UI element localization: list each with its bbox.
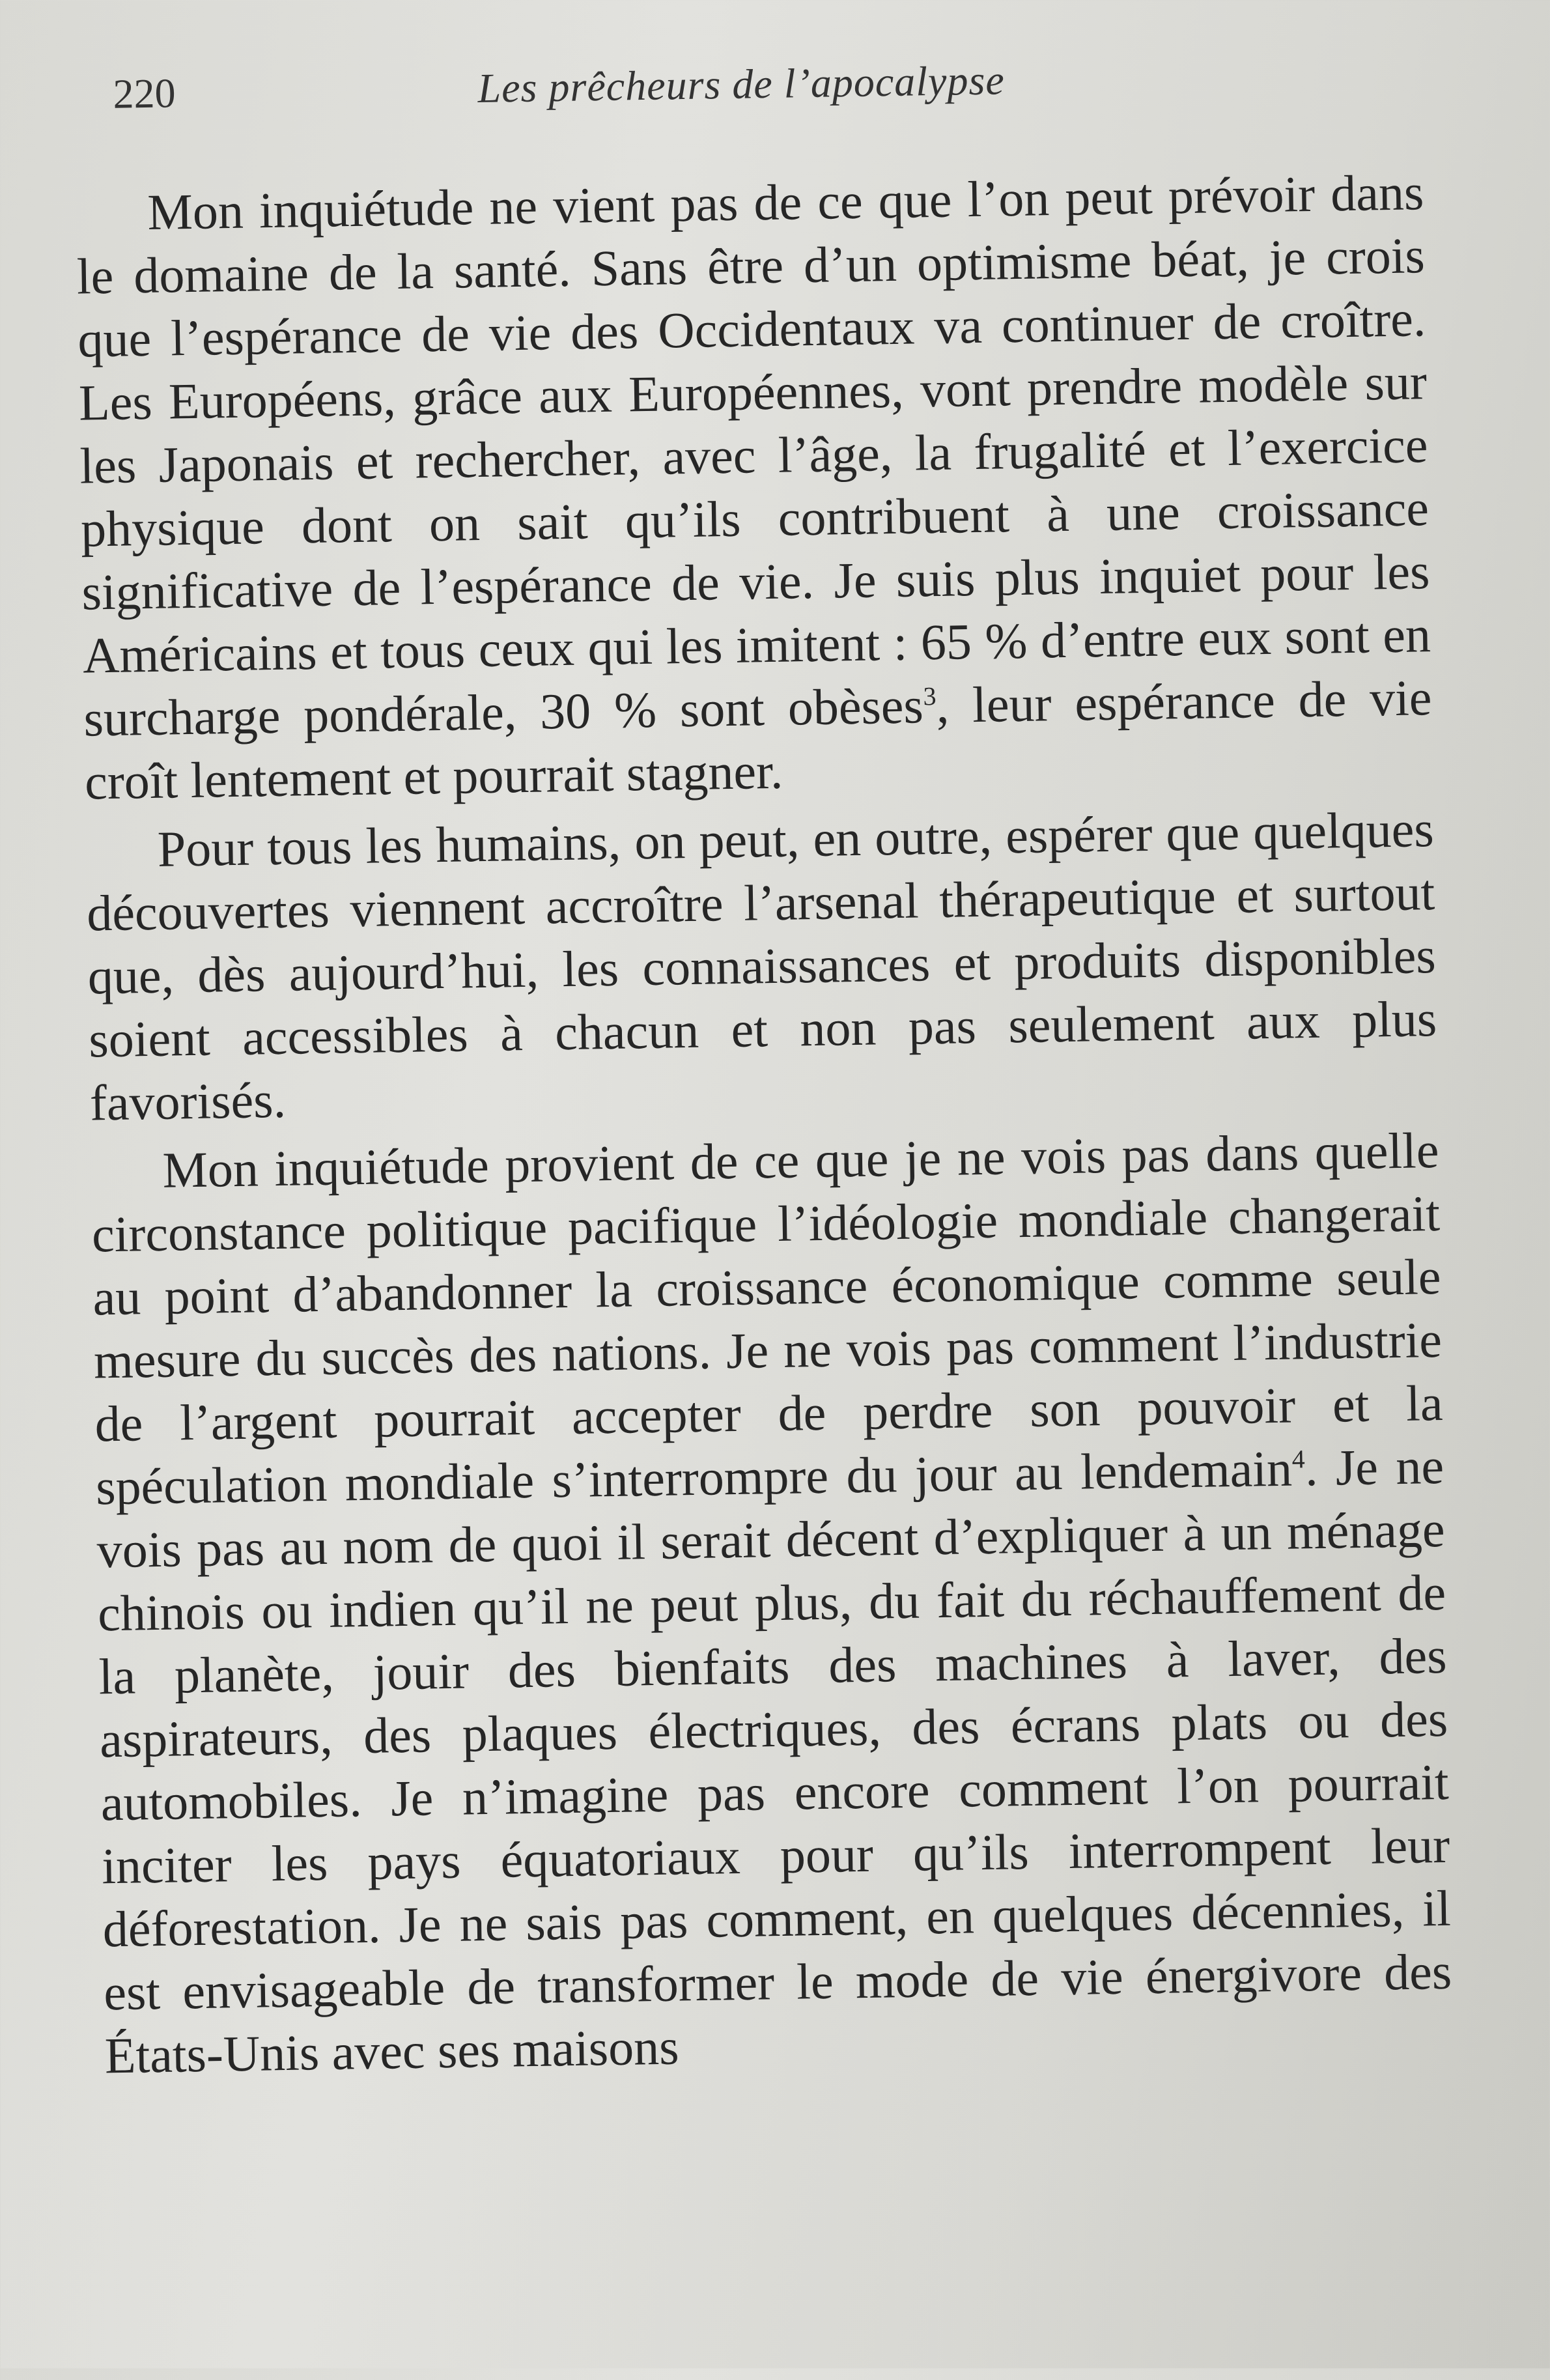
paragraph-1-text: Mon inquiétude ne vient pas de ce que l’on peut prévoir dans le domaine de la santé. Sans être d’un optimisme béat, je crois que l’espérance de vie des Occidentaux va continuer de croître. Les Européens, grâce aux Européennes, vont prendre modèle sur les Japonais et rechercher, avec l’âge, la frugalité et l’exercice physique dont on sait qu’ils contribuent à une croissance significative de l’espérance de vie. Je suis plus inquiet pour les Américains et tous ceux qui les imitent : 65 % d’entre eux sont en surcharge pondérale, 30 % sont obèses: [76, 163, 1431, 747]
footnote-ref-3: 3: [923, 681, 937, 711]
paragraph-3-text-end: . Je ne vois pas au nom de quoi il serait décent d’expliquer à un ménage chinois ou indien qu’il ne peut plus, du fait du réchauffement de la planète, jouir des bienfaits des machines à laver, des aspirateurs, des plaques électriques, des écrans plats ou des automobiles. Je n’imagine pas encore comment l’on pourrait inciter les pays équatoriaux pour qu’ils interrompent leur déforestation. Je ne sais pas comment, en quelques décennies, il est envisageable de transformer le mode de vie énergivore des États-Unis avec ses maisons: [96, 1437, 1452, 2084]
body-text: [76, 160, 1454, 2087]
paragraph-3: [91, 1118, 1454, 2087]
page-header: [113, 51, 1351, 129]
running-title: Les prêcheurs de l’apocalypse: [477, 57, 1006, 111]
paragraph-1: [76, 160, 1433, 813]
footnote-ref-4: 4: [1291, 1444, 1306, 1474]
paragraph-1-text-end: , leur espérance de vie croît lentement et pourrait stagner.: [84, 669, 1433, 810]
paragraph-3-text: Mon inquiétude provient de ce que je ne vois pas dans quelle circonstance politique pacifique l’idéologie mondiale changerait au point d’abandonner la croissance économique comme seule mesure du succès des nations. Je ne vois pas comment l’industrie de l’argent pourrait accepter de perdre son pouvoir et la spéculation mondiale s’interrompre du jour au lendemain: [91, 1121, 1444, 1516]
paragraph-2: Pour tous les humains, on peut, en outre, espérer que quelques découvertes viennent accroître l’arsenal thérapeutique et surtout que, dès aujourd’hui, les connaissances et produits disponibles soient accessibles à chacun et non pas seulement aux plus favorisés.: [86, 800, 1437, 1131]
page-number: 220: [113, 70, 176, 117]
